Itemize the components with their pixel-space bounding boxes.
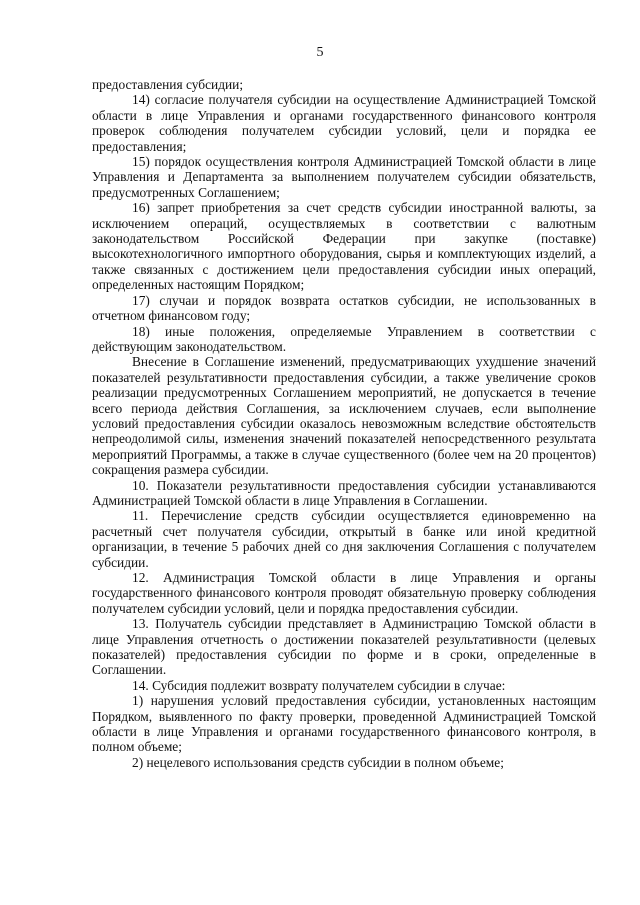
paragraph: 2) нецелевого использования средств субсидии в полном объеме; xyxy=(132,754,504,770)
paragraph: 14) согласие получателя субсидии на осуществление Администрацией Томской области в лице Управления и органами государственного финансового контроля проверок соблюдения получателем субсидии условий, цели и порядка ее предоставления; xyxy=(92,92,596,154)
document-body xyxy=(92,77,596,770)
paragraph: 11. Перечисление средств субсидии осуществляется единовременно на расчетный счет получателя субсидии, открытый в банке или иной кредитной организации, в течение 5 рабочих дней со дня заключения Соглашения с получателем субсидии. xyxy=(92,508,596,570)
page-number: 5 xyxy=(316,45,324,60)
paragraph: 12. Администрация Томской области в лице Управления и органы государственного финансового контроля проводят обязательную проверку соблюдения получателем субсидии условий, цели и порядка предоставления субсидии. xyxy=(92,570,596,616)
paragraph: 1) нарушения условий предоставления субсидии, установленных настоящим Порядком, выявленного по факту проверки, проведенной Администрацией Томской области в лице Управления и органами государственного финансового контроля, в полном объеме; xyxy=(92,693,596,755)
paragraph: 17) случаи и порядок возврата остатков субсидии, не использованных в отчетном финансовом году; xyxy=(92,292,596,324)
paragraph: предоставления субсидии; xyxy=(92,77,244,92)
paragraph: 15) порядок осуществления контроля Администрацией Томской области в лице Управления и Департамента за выполнением получателем субсидии обязательств, предусмотренных Соглашением; xyxy=(92,154,596,200)
paragraph: 14. Субсидия подлежит возврату получателем субсидии в случае: xyxy=(132,677,506,693)
paragraph: Внесение в Соглашение изменений, предусматривающих ухудшение значений показателей результативности предоставления субсидии, а также увеличение сроков реализации предусмотренных Соглашением мероприятий, не допускается в течение всего периода действия Соглашения, за исключением случаев, если выполнение условий предоставления субсидии оказалось невозможным вследствие обстоятельств непреодолимой силы, изменения значений показателей непосредственного результата мероприятий Программы, а также в случае существенного (более чем на 20 процентов) сокращения размера субсидии. xyxy=(92,354,596,478)
paragraph: 13. Получатель субсидии представляет в Администрацию Томской области в лице Управления отчетность о достижении показателей результативности (целевых показателей) предоставления субсидии по форме и в сроки, определенные в Соглашении. xyxy=(92,616,596,678)
paragraph: 18) иные положения, определяемые Управлением в соответствии с действующим законодательством. xyxy=(92,323,596,354)
paragraph: 16) запрет приобретения за счет средств субсидии иностранной валюты, за исключением операций, осуществляемых в соответствии с валютным законодательством Российской Федерации при закупке (поставке) высокотехнологичного импортного оборудования, сырья и комплектующих изделий, а также связанных с достижением цели предоставления субсидии иных операций, определенных настоящим Порядком; xyxy=(92,200,596,293)
paragraph: 10. Показатели результативности предоставления субсидии устанавливаются Администрацией Томской области в лице Управления в Соглашении. xyxy=(92,477,596,508)
